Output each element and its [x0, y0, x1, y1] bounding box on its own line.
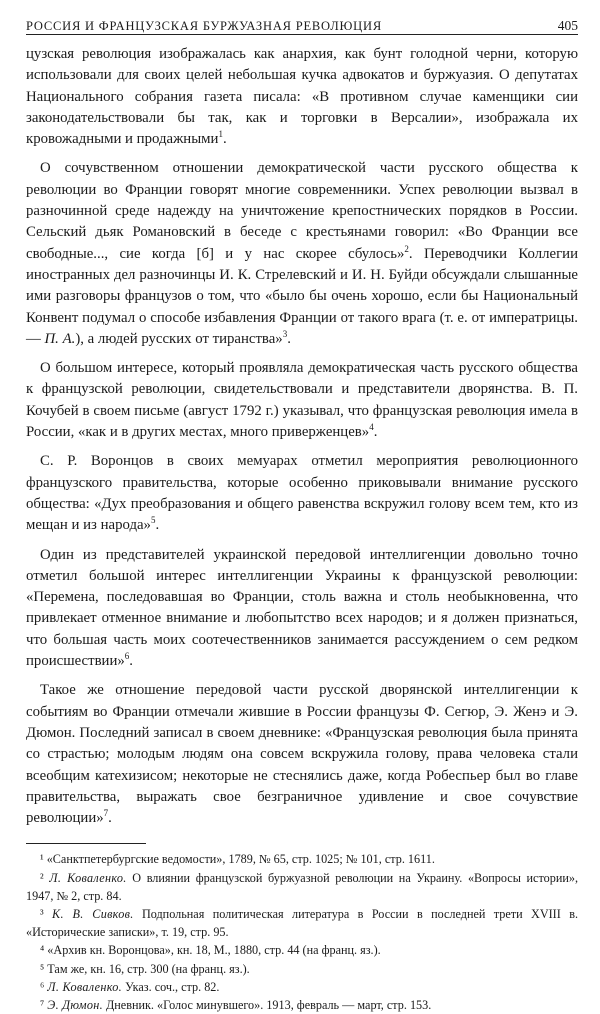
footnote-6: [26, 978, 578, 996]
footnote-ref-2: 2: [404, 243, 409, 254]
footnote-ref-1: 1: [218, 129, 223, 140]
footnote-7-text: Дневник. «Голос минувшего». 1913, февраль — март, стр. 153.: [102, 998, 432, 1013]
footnote-ref-4: 4: [369, 422, 374, 433]
running-title: РОССИЯ И ФРАНЦУЗСКАЯ БУРЖУАЗНАЯ РЕВОЛЮЦИЯ: [26, 19, 382, 33]
paragraph-1-end: .: [222, 131, 227, 148]
footnote-2-author: Л. Коваленко.: [49, 870, 127, 885]
paragraph-6-end: .: [108, 810, 112, 827]
footnote-2-number: ²: [40, 870, 50, 885]
paragraph-1-text: цузская революция изображалась как анархия, как бунт голодной черни, которую использовали для своих целей небольшая кучка адвокатов и буржуазия. О депутатах Национального собрания газета писала: «В противном случае каменщики сии законодательствовали бы так, как и торговки в Версалии», изображала их кровожадными и продажными: [26, 46, 578, 148]
paragraph-6: [26, 680, 578, 829]
footnote-ref-5: 5: [150, 515, 156, 526]
footnote-7-number: ⁷: [40, 998, 48, 1013]
page-number: 405: [557, 18, 578, 33]
footnote-6-text: Указ. соч., стр. 82.: [122, 979, 220, 994]
footnote-5: ⁵ Там же, кн. 16, стр. 300 (на франц. яз.).: [40, 961, 250, 976]
footnote-4: ⁴ «Архив кн. Воронцова», кн. 18, М., 1880, стр. 44 (на франц. яз.).: [40, 943, 381, 958]
main-text: [26, 44, 578, 829]
paragraph-5: [26, 545, 578, 673]
paragraph-2-text-b: . Переводчики Коллегии иностранных дел разночинцы И. К. Стрелевский и И. Н. Буйди обсуждали слышанные ими разговоры французов о том, что «было бы очень хорошо, если бы Национальный Конвент подумал о способе избавления Франции от такого врага (т. е. от императрицы.—: [26, 245, 578, 347]
paragraph-2: [26, 158, 578, 350]
paragraph-5-end: .: [129, 653, 133, 670]
paragraph-3: [26, 358, 578, 443]
footnote-3-number: ³: [40, 907, 53, 921]
paragraph-5-text: Один из представителей украинской передовой интеллигенции довольно точно отметил большой интерес интеллигенции Украины к французской революции: «Перемена, последовавшая во Франции, столь важна и столь необыкновенна, что привлекает отменное внимание и любопытство всех народов; и я должен признаться, что большая часть моих соотечественников занимается рассуждением о сем редком происшествии»: [26, 546, 578, 670]
paragraph-4: [26, 451, 578, 536]
footnote-separator: [26, 843, 146, 844]
page-header: [26, 14, 578, 35]
footnote-2: [26, 869, 578, 905]
footnote-2-text: О влиянии французской буржуазной революции на Украину. «Вопросы истории», 1947, № 2, стр. 84.: [26, 870, 579, 903]
footnote-7: [26, 996, 578, 1014]
paragraph-1: [26, 44, 578, 150]
paragraph-3-end: .: [373, 424, 378, 441]
paragraph-2-initials: П. А.: [44, 330, 76, 347]
paragraph-4-text: С. Р. Воронцов в своих мемуарах отметил мероприятия революционного французского правительства, которые особенно приковывали внимание русского общества: «Дух преобразования и общего равенства вскружил голову всем тем, кто из мещан и из народа»: [26, 453, 578, 534]
footnote-ref-3: 3: [282, 328, 288, 339]
footnote-6-number: ⁶: [40, 979, 48, 994]
paragraph-3-text: О большом интересе, который проявляла демократическая часть русского общества к французской революции, свидетельствовали и представители дворянства. В. П. Кочубей в своем письме (август 1792 г.) указывал, что французская революция имела в России, «как и в других местах, много приверженцев»: [26, 360, 578, 441]
footnote-1: ¹ «Санктпетербургские ведомости», 1789, № 65, стр. 1025; № 101, стр. 1611.: [40, 852, 435, 867]
footnote-3-author: К. В. Сивков.: [52, 907, 134, 921]
book-page: [26, 14, 578, 1014]
footnote-6-author: Л. Коваленко.: [47, 979, 123, 994]
footnote-3: [26, 905, 578, 941]
paragraph-2-end: .: [287, 330, 291, 347]
paragraph-6-text: Такое же отношение передовой части русской дворянской интеллигенции к событиям во Франции отмечали жившие в России французы Ф. Сегюр, Э. Женэ и Э. Дюмон. Последний записал в своем дневнике: «Французская революция была принята со страстью; молодым людям она совсем вскружила голову, права человека стали всеобщим катехизисом; некоторые не стеснялись даже, когда Робеспьер был во главе правительства, выражать свое безграничное удивление и свое сочувствие революции»: [26, 682, 578, 827]
footnote-ref-6: 6: [124, 651, 130, 662]
paragraph-2-text-c: ), а людей русских от тиранства»: [75, 330, 283, 347]
footnote-ref-7: 7: [103, 808, 109, 819]
paragraph-2-text: О сочувственном отношении демократической части русского общества к революции во Франции говорят многие современники. Успех революции вызвал в разночинной среде надежду на уничтожение крепостнических порядков в России. Сельский дьяк Романовский в беседе с крестьянами говорил: «Во Франции все свободные..., сие когда [б] и у нас скорее сбулось»: [26, 160, 578, 262]
footnote-7-author: Э. Дюмон.: [47, 998, 103, 1013]
footnotes: [26, 850, 578, 1014]
paragraph-4-end: .: [155, 517, 160, 534]
footnote-3-text: Подпольная политическая литература в России в последней трети XVIII в. «Исторические записки», т. 19, стр. 95.: [26, 907, 578, 940]
